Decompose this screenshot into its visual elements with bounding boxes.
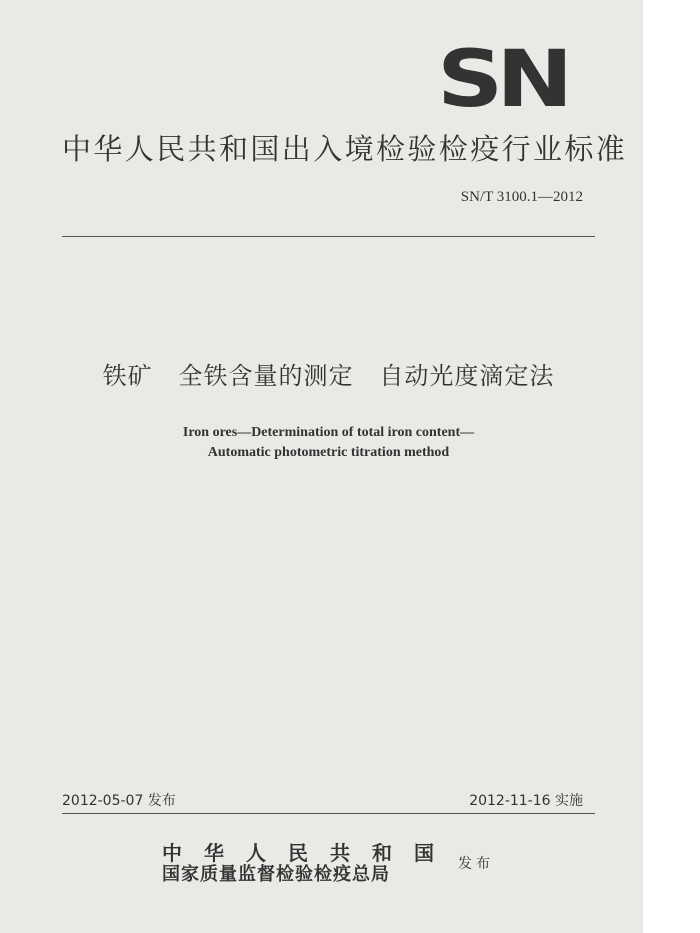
- issue-date: 2012-05-07 发布: [62, 793, 176, 809]
- publish-label: 发布: [458, 856, 494, 872]
- top-divider: [62, 236, 595, 237]
- issuing-authority: [162, 842, 456, 886]
- english-title-line-1: Iron ores—Determination of total iron content—: [182, 425, 475, 440]
- chinese-title: 铁矿 全铁含量的测定 自动光度滴定法: [102, 362, 555, 390]
- bottom-divider: [62, 813, 595, 814]
- issuer-agency: 国家质量监督检验检疫总局: [162, 864, 390, 885]
- issuing-sector-title: 中华人民共和国出入境检验检疫行业标准: [62, 132, 628, 166]
- implementation-date: 2012-11-16 实施: [469, 793, 583, 809]
- sn-logo: SN: [437, 35, 567, 125]
- english-title-line-2: Automatic photometric titration method: [207, 445, 450, 460]
- issuer-country: 中华人民共和国: [162, 841, 456, 865]
- standard-code: SN/T 3100.1—2012: [460, 189, 583, 205]
